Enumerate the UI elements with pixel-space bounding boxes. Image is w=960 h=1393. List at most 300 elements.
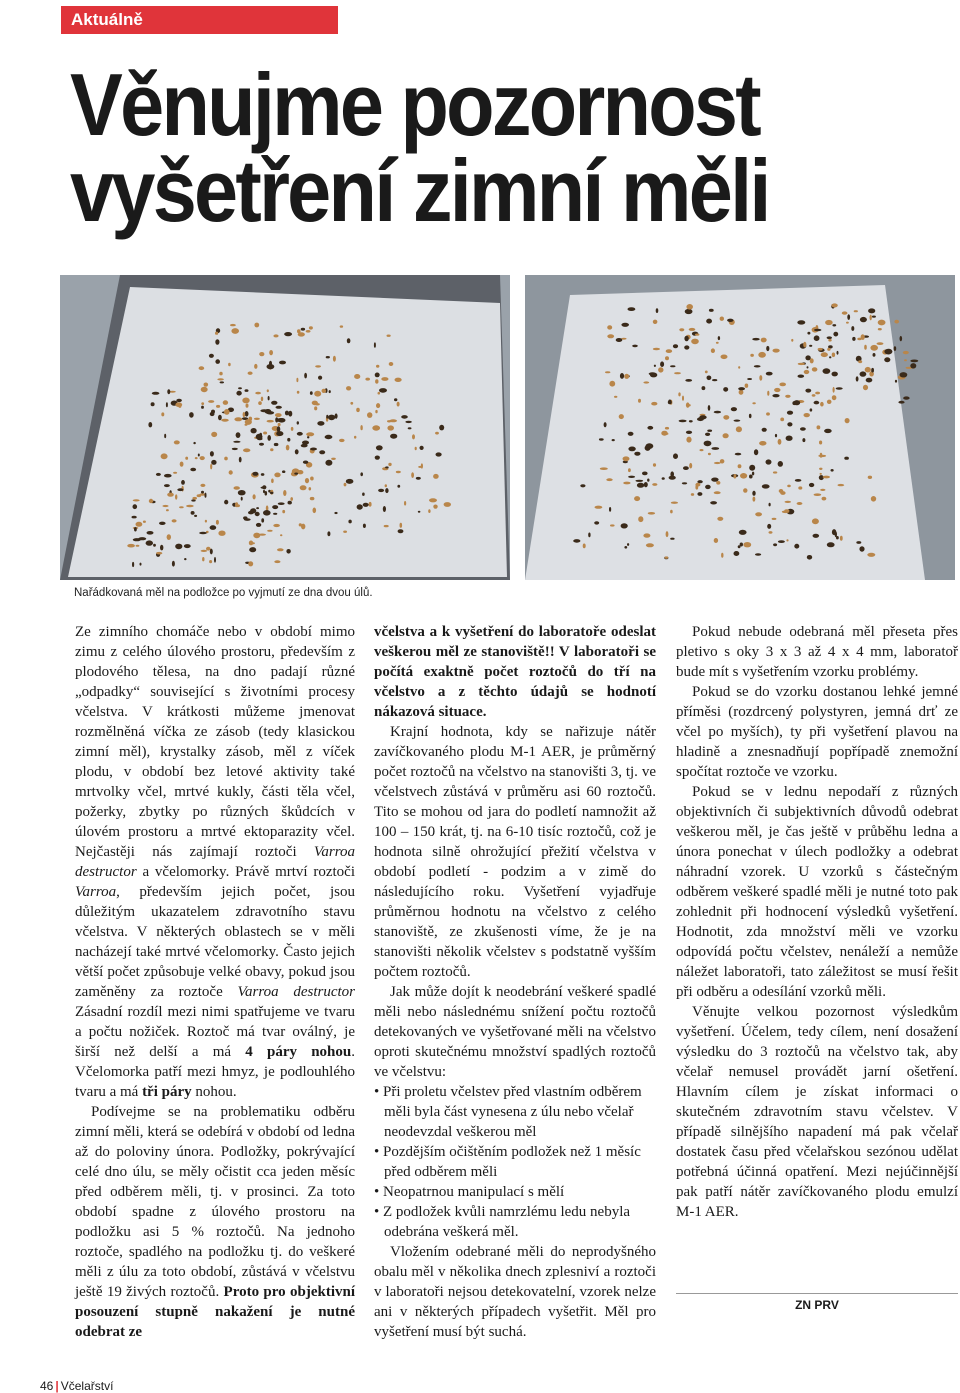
- debris-speck: [285, 411, 289, 416]
- debris-speck: [176, 399, 182, 402]
- debris-speck: [245, 419, 252, 425]
- debris-speck: [156, 473, 161, 476]
- footer-separator: |: [55, 1379, 59, 1393]
- debris-speck: [856, 376, 859, 381]
- debris-speck: [827, 336, 832, 339]
- debris-speck: [818, 348, 823, 351]
- section-tag: Aktuálně: [61, 6, 338, 34]
- debris-speck: [864, 345, 867, 350]
- debris-speck: [588, 533, 590, 538]
- debris-speck: [621, 523, 628, 528]
- debris-speck: [686, 304, 693, 310]
- debris-speck: [779, 383, 786, 387]
- debris-speck: [766, 346, 769, 351]
- debris-speck: [313, 508, 317, 514]
- debris-speck: [723, 387, 728, 392]
- debris-speck: [868, 476, 872, 479]
- debris-speck: [628, 447, 635, 452]
- list-item: • Při proletu včelstev před vlastním odběrem měli byla část vynesena z úlu nebo včelař neodevzdal veškerou měl: [374, 1082, 656, 1142]
- debris-speck: [654, 365, 656, 367]
- debris-speck: [261, 518, 264, 522]
- debris-speck: [394, 398, 397, 401]
- debris-speck: [381, 377, 388, 381]
- debris-speck: [346, 386, 351, 390]
- debris-speck: [210, 464, 212, 470]
- debris-speck: [840, 536, 843, 541]
- debris-speck: [797, 502, 803, 505]
- debris-speck: [333, 356, 336, 362]
- debris-speck: [383, 506, 386, 512]
- debris-speck: [344, 483, 347, 487]
- debris-speck: [252, 472, 258, 476]
- debris-speck: [309, 487, 312, 490]
- debris-speck: [270, 448, 273, 451]
- debris-speck: [396, 471, 401, 473]
- debris-speck: [282, 470, 285, 473]
- debris-speck: [202, 557, 204, 561]
- debris-speck: [661, 431, 667, 436]
- debris-speck: [821, 352, 828, 357]
- debris-speck: [209, 560, 212, 563]
- debris-speck: [723, 415, 729, 420]
- debris-speck: [241, 497, 243, 501]
- debris-speck: [159, 522, 166, 525]
- debris-speck: [867, 553, 875, 557]
- debris-speck: [148, 422, 152, 427]
- debris-speck: [268, 396, 270, 400]
- debris-speck: [832, 353, 835, 358]
- debris-speck: [376, 365, 379, 368]
- debris-speck: [628, 476, 635, 478]
- debris-speck: [385, 484, 387, 487]
- debris-speck: [721, 355, 728, 360]
- page-footer: [40, 1379, 113, 1393]
- debris-speck: [800, 427, 806, 430]
- debris-speck: [397, 485, 400, 488]
- debris-speck: [260, 409, 268, 412]
- debris-speck: [660, 361, 664, 367]
- debris-speck: [871, 368, 874, 373]
- debris-speck: [851, 326, 854, 331]
- debris-speck: [397, 402, 400, 407]
- debris-speck: [140, 563, 142, 566]
- debris-speck: [277, 426, 281, 432]
- debris-speck: [842, 311, 848, 314]
- debris-speck: [736, 426, 742, 432]
- debris-speck: [837, 351, 839, 355]
- debris-speck: [136, 522, 143, 527]
- debris-speck: [723, 433, 729, 438]
- debris-speck: [872, 316, 876, 318]
- debris-speck: [870, 345, 878, 351]
- debris-speck: [793, 400, 800, 405]
- debris-speck: [804, 413, 810, 417]
- debris-speck: [429, 498, 437, 502]
- debris-speck: [759, 441, 766, 446]
- debris-speck: [614, 396, 617, 398]
- debris-speck: [340, 325, 343, 327]
- debris-speck: [184, 558, 186, 560]
- debris-speck: [375, 456, 380, 460]
- debris-speck: [812, 518, 819, 524]
- debris-speck: [376, 445, 383, 450]
- debris-speck: [798, 486, 802, 489]
- paragraph: Pokud nebude odebraná měl přeseta přes pletivo s oky 3 x 3 až 4 x 4 mm, laboratoř bude mít s vyšetřením vzorku problémy.: [676, 624, 958, 680]
- debris-speck: [274, 560, 280, 563]
- debris-speck: [820, 489, 825, 491]
- debris-speck: [326, 415, 328, 419]
- debris-speck: [263, 490, 265, 493]
- debris-speck: [755, 553, 761, 556]
- debris-speck: [623, 482, 630, 485]
- debris-speck: [201, 406, 204, 409]
- debris-speck: [686, 437, 691, 443]
- debris-speck: [900, 372, 908, 377]
- debris-speck: [624, 374, 629, 379]
- debris-speck: [147, 531, 154, 535]
- paragraph: Podívejme se na problematiku odběru zimní měli, která se odebírá v období od ledna až do poloviny února. Podložky, pokrývající celé dno úlu, se měly očistit cca jeden měsíc před odběrem měli, tj. v prosinci. Za toto období spadne z úlového prostoru na podložku asi 5 % roztočů. Na jednoho roztoče, spadlého na podložku tj. do veškeré měli z úlu za toto období, zůstává v včelstvu ještě 19 živých roztočů. Proto pro objektivní posouzení stupně nakažení je nutné odebrat ze: [75, 1104, 355, 1340]
- debris-speck: [604, 422, 607, 427]
- debris-speck: [435, 432, 439, 435]
- debris-speck: [714, 491, 721, 494]
- debris-speck: [673, 344, 678, 348]
- debris-speck: [755, 512, 762, 516]
- debris-speck: [385, 488, 388, 493]
- debris-speck: [228, 363, 231, 366]
- debris-speck: [805, 389, 811, 393]
- debris-speck: [412, 434, 415, 439]
- debris-speck: [670, 365, 675, 367]
- debris-speck: [747, 378, 752, 380]
- debris-speck: [385, 466, 389, 468]
- debris-speck: [838, 484, 845, 486]
- signature-rule: [676, 1293, 958, 1294]
- debris-speck: [734, 551, 740, 556]
- debris-speck: [132, 516, 137, 519]
- article-column-2: [374, 622, 656, 1342]
- debris-speck: [684, 345, 689, 349]
- debris-speck: [685, 309, 693, 314]
- debris-speck: [350, 402, 353, 405]
- debris-speck: [666, 349, 672, 353]
- debris-speck: [621, 323, 629, 327]
- debris-speck: [275, 413, 282, 417]
- debris-speck: [379, 388, 387, 393]
- debris-speck: [628, 432, 634, 436]
- debris-speck: [854, 310, 858, 312]
- debris-speck: [271, 401, 277, 405]
- debris-speck: [787, 485, 791, 488]
- debris-speck: [637, 483, 644, 488]
- debris-speck: [643, 533, 650, 537]
- debris-speck: [705, 485, 711, 489]
- debris-speck: [832, 324, 836, 326]
- debris-speck: [807, 366, 809, 368]
- debris-speck: [628, 307, 636, 311]
- debris-speck: [314, 406, 317, 410]
- debris-speck: [404, 501, 406, 506]
- debris-speck: [895, 380, 897, 383]
- debris-speck: [411, 472, 414, 478]
- debris-speck: [166, 509, 169, 511]
- debris-speck: [200, 484, 205, 487]
- debris-speck: [310, 391, 313, 395]
- debris-speck: [787, 411, 793, 415]
- debris-speck: [327, 531, 330, 536]
- debris-speck: [807, 332, 810, 335]
- debris-speck: [712, 379, 717, 381]
- debris-speck: [439, 425, 444, 431]
- debris-speck: [204, 383, 209, 387]
- debris-speck: [201, 491, 204, 494]
- debris-speck: [211, 410, 215, 414]
- debris-speck: [638, 399, 641, 403]
- debris-speck: [610, 524, 615, 526]
- debris-speck: [688, 404, 691, 406]
- debris-speck: [318, 376, 322, 380]
- debris-speck: [262, 485, 266, 489]
- debris-speck: [707, 376, 712, 381]
- debris-speck: [274, 473, 280, 478]
- debris-speck: [673, 453, 678, 459]
- debris-speck: [798, 375, 805, 378]
- debris-speck: [326, 356, 330, 358]
- debris-speck: [823, 476, 830, 479]
- debris-speck: [401, 415, 408, 419]
- debris-speck: [346, 479, 354, 484]
- debris-speck: [219, 372, 222, 376]
- debris-speck: [161, 412, 164, 416]
- debris-speck: [779, 489, 784, 493]
- debris-speck: [810, 408, 813, 411]
- debris-speck: [197, 494, 202, 497]
- debris-speck: [740, 473, 747, 479]
- debris-speck: [395, 378, 402, 382]
- debris-speck: [261, 397, 263, 402]
- debris-speck: [269, 350, 273, 355]
- debris-speck: [363, 503, 369, 507]
- debris-speck: [325, 460, 332, 466]
- debris-speck: [794, 544, 799, 549]
- debris-speck: [365, 378, 370, 381]
- debris-speck: [898, 401, 904, 404]
- debris-speck: [400, 523, 403, 528]
- debris-speck: [220, 381, 224, 383]
- debris-speck: [797, 320, 805, 324]
- debris-speck: [689, 420, 693, 422]
- paragraph: Pokud se do vzorku dostanou lehké jemné příměsi (rozdrcený polystyren, jemná drť ze včel po myších), ty při vyšetření plavou na hladině a znesnadňují popřípadě znemožní spočítat roztoče ve vzorku.: [676, 684, 958, 780]
- debris-speck: [191, 499, 195, 501]
- debris-speck: [612, 439, 615, 441]
- debris-speck: [254, 364, 257, 369]
- debris-speck: [428, 509, 430, 513]
- debris-speck: [894, 346, 897, 351]
- debris-speck: [229, 470, 233, 474]
- debris-speck: [832, 372, 838, 377]
- debris-speck: [172, 519, 177, 522]
- debris-speck: [718, 336, 720, 340]
- debris-speck: [223, 400, 228, 405]
- debris-speck: [656, 308, 659, 313]
- debris-speck: [133, 499, 140, 501]
- debris-speck: [820, 473, 822, 475]
- debris-speck: [267, 420, 274, 423]
- debris-speck: [670, 538, 674, 540]
- debris-speck: [650, 373, 657, 378]
- debris-speck: [216, 405, 220, 408]
- debris-speck: [245, 411, 249, 417]
- debris-speck: [689, 463, 692, 469]
- debris-speck: [645, 445, 651, 451]
- debris-speck: [263, 432, 267, 435]
- debris-speck: [242, 398, 249, 404]
- debris-speck: [644, 482, 648, 487]
- debris-speck: [296, 378, 298, 382]
- debris-speck: [271, 479, 274, 484]
- debris-speck: [167, 389, 170, 394]
- debris-speck: [297, 421, 299, 424]
- debris-speck: [360, 425, 362, 430]
- debris-speck: [303, 461, 308, 464]
- debris-speck: [714, 462, 721, 464]
- debris-speck: [273, 513, 277, 515]
- debris-speck: [624, 546, 627, 549]
- debris-speck: [754, 449, 758, 455]
- debris-speck: [787, 422, 792, 426]
- debris-speck: [418, 511, 421, 513]
- debris-speck: [317, 421, 324, 426]
- debris-speck: [814, 335, 820, 341]
- debris-speck: [583, 544, 586, 549]
- debris-speck: [375, 379, 378, 383]
- debris-speck: [674, 372, 681, 374]
- debris-speck: [752, 472, 754, 476]
- debris-speck: [647, 426, 653, 430]
- debris-speck: [348, 520, 351, 524]
- debris-speck: [632, 345, 638, 348]
- debris-speck: [870, 315, 872, 321]
- debris-speck: [259, 433, 262, 437]
- debris-speck: [873, 353, 876, 357]
- debris-speck: [878, 320, 886, 326]
- debris-speck: [304, 373, 307, 379]
- debris-speck: [236, 391, 241, 396]
- debris-speck: [620, 373, 624, 379]
- debris-speck: [717, 517, 723, 521]
- debris-speck: [685, 379, 692, 382]
- debris-speck: [388, 463, 391, 466]
- debris-speck: [817, 425, 821, 429]
- debris-speck: [328, 415, 335, 421]
- debris-speck: [186, 505, 194, 508]
- debris-speck: [910, 363, 916, 368]
- debris-speck: [307, 436, 309, 438]
- debris-speck: [256, 523, 261, 527]
- debris-speck: [175, 544, 182, 550]
- debris-speck: [210, 451, 214, 456]
- debris-speck: [642, 472, 648, 476]
- debris-speck: [389, 362, 394, 366]
- debris-speck: [267, 389, 269, 392]
- debris-speck: [291, 427, 294, 431]
- debris-speck: [721, 553, 723, 558]
- debris-speck: [217, 378, 224, 380]
- debris-speck: [254, 323, 259, 328]
- debris-speck: [860, 317, 867, 322]
- debris-speck: [175, 494, 177, 499]
- debris-speck: [363, 524, 366, 528]
- debris-speck: [773, 543, 777, 546]
- debris-speck: [270, 492, 274, 494]
- debris-speck: [767, 524, 771, 529]
- debris-speck: [199, 532, 207, 534]
- debris-speck: [251, 428, 257, 433]
- debris-speck: [164, 484, 170, 487]
- debris-speck: [378, 392, 381, 395]
- debris-speck: [762, 428, 767, 432]
- debris-speck: [734, 420, 741, 422]
- debris-speck: [731, 407, 737, 411]
- debris-speck: [201, 402, 204, 405]
- article-column-1: [75, 622, 355, 1342]
- debris-speck: [831, 303, 837, 307]
- debris-speck: [276, 406, 282, 409]
- debris-speck: [606, 478, 612, 481]
- debris-speck: [243, 516, 247, 519]
- magazine-name: Včelařství: [60, 1379, 114, 1393]
- debris-speck: [686, 431, 692, 434]
- debris-speck: [814, 401, 820, 405]
- debris-speck: [707, 430, 712, 432]
- debris-speck: [387, 425, 394, 430]
- debris-speck: [704, 441, 712, 447]
- debris-speck: [833, 387, 835, 393]
- debris-speck: [820, 453, 823, 458]
- photo-caption: Nařádkovaná měl na podložce po vyjmutí ze dna dvou úlů.: [74, 587, 373, 599]
- list-item: • Pozdějším očištěním podložek než 1 měsíc před odběrem měli: [374, 1142, 656, 1182]
- debris-speck: [166, 402, 168, 407]
- debris-speck: [684, 336, 688, 342]
- debris-speck: [738, 464, 742, 468]
- debris-speck: [856, 541, 861, 544]
- debris-speck: [267, 530, 272, 532]
- debris-speck: [286, 549, 290, 554]
- debris-speck: [647, 479, 649, 482]
- debris-speck: [679, 420, 687, 423]
- debris-speck: [762, 484, 770, 488]
- debris-speck: [310, 448, 317, 451]
- debris-speck: [778, 461, 783, 467]
- paragraph: Ze zimního chomáče nebo v období mimo zimu z celého úlového prostoru, především z plodového tělesa, na dno padají různé „odpadky“ související s životními procesy včelstva. V krátkosti můžeme jmenovat rozmělněná víčka ze zásob (tedy klasickou zimní měl), krystalky zásob, měl z víček plodu, v období bez letové aktivity také mrtvolky včel, mrtvé kukly, části těla včel, požerky, zbytky po různých škůdcích v úlovém prostoru a mrtvé ektoparazity včel. Nejčastěji nás zajímají roztoči Varroa destructor a včelomorky. Právě mrtví roztoči Varroa, především jejich počet, jsou důležitým ukazatelem zdravotního stavu včelstva. V některých oblastech se v měli nacházejí také mrtvé včelomorky. Často jejich větší počet způsobuje velké obavy, pokud jsou zaměněny za roztoče Varroa destructor Zásadní rozdíl mezi nimi spatřujeme ve tvaru a počtu nožiček. Roztoč má tvar oválný, je širší než delší a má 4 páry nohou. Včelomorka patří mezi hmyz, je podlouhlého tvaru a má tři páry nohou.: [75, 624, 356, 1100]
- debris-speck: [749, 414, 752, 418]
- debris-speck: [648, 512, 655, 515]
- debris-speck: [708, 453, 711, 455]
- debris-speck: [331, 458, 336, 460]
- bullet-list: [374, 1082, 656, 1242]
- debris-speck: [716, 342, 719, 344]
- debris-speck: [273, 334, 278, 337]
- debris-speck: [224, 500, 228, 505]
- debris-speck: [727, 319, 733, 322]
- debris-speck: [189, 412, 194, 418]
- debris-speck: [711, 478, 718, 482]
- debris-speck: [389, 419, 397, 422]
- debris-speck: [276, 431, 283, 436]
- debris-speck: [297, 391, 300, 394]
- debris-speck: [682, 396, 684, 401]
- debris-speck: [653, 320, 658, 324]
- debris-speck: [813, 534, 820, 538]
